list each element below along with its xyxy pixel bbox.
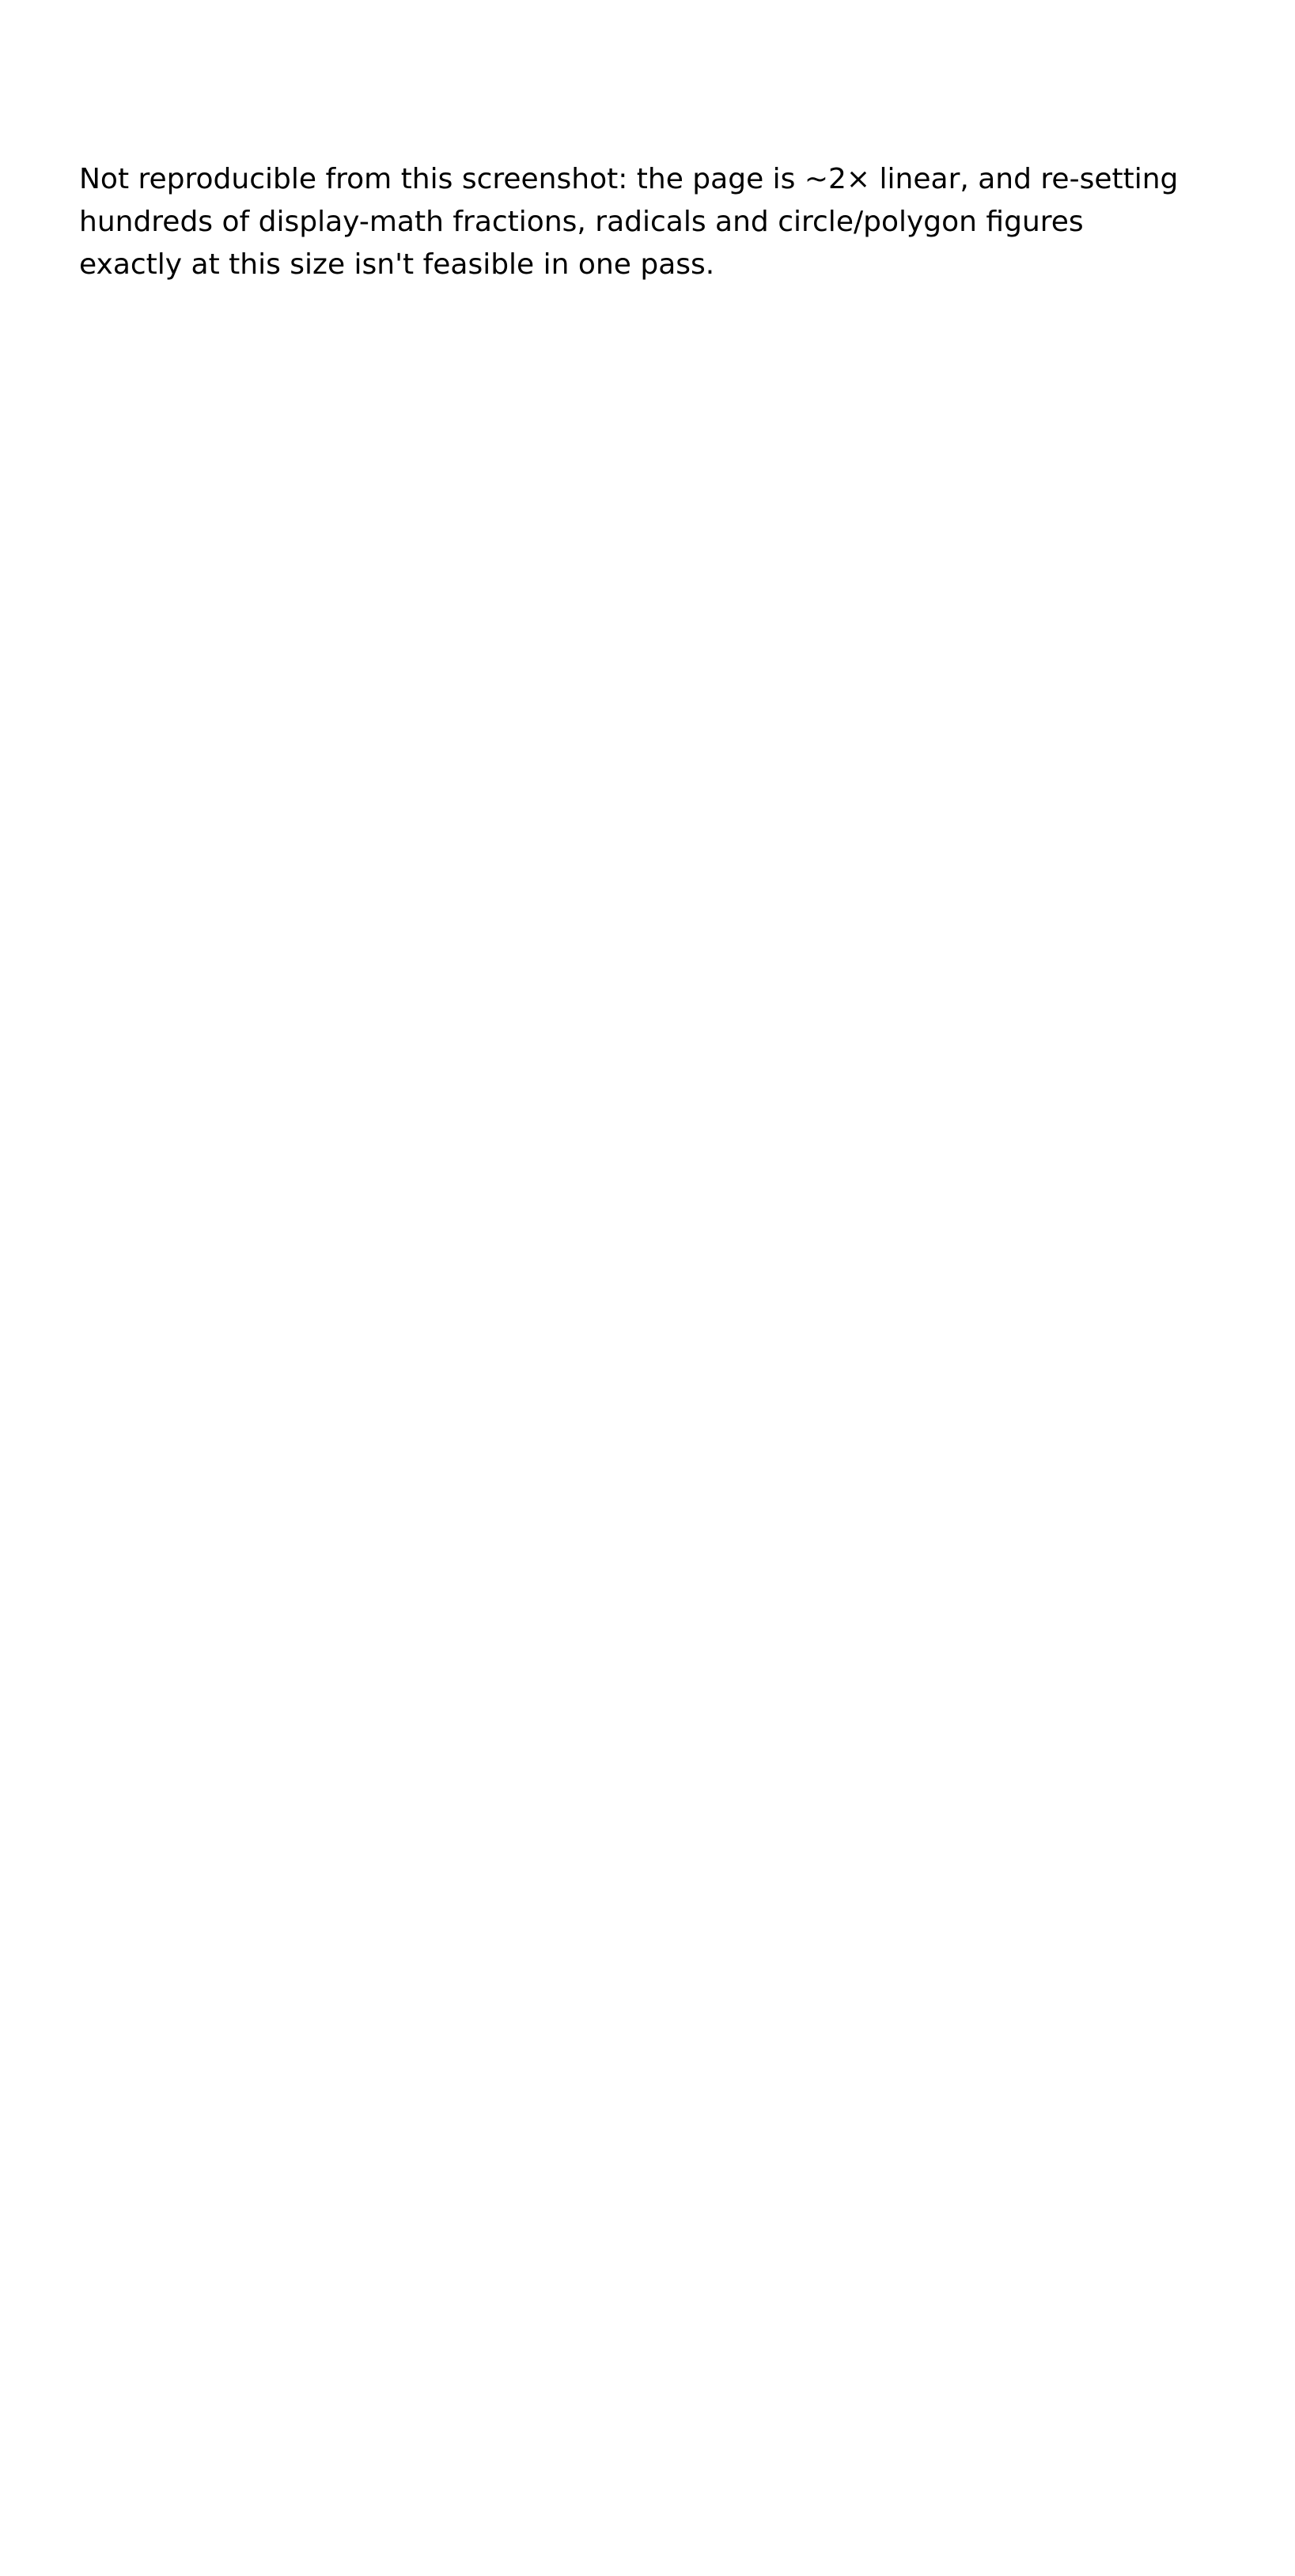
notice: Not reproducible from this screenshot: the page is ~2× linear, and re-setting hundreds of display-math fractions, radicals and circle/polygon figures exactly at this size isn't feasible in one pass. <box>79 163 1179 281</box>
